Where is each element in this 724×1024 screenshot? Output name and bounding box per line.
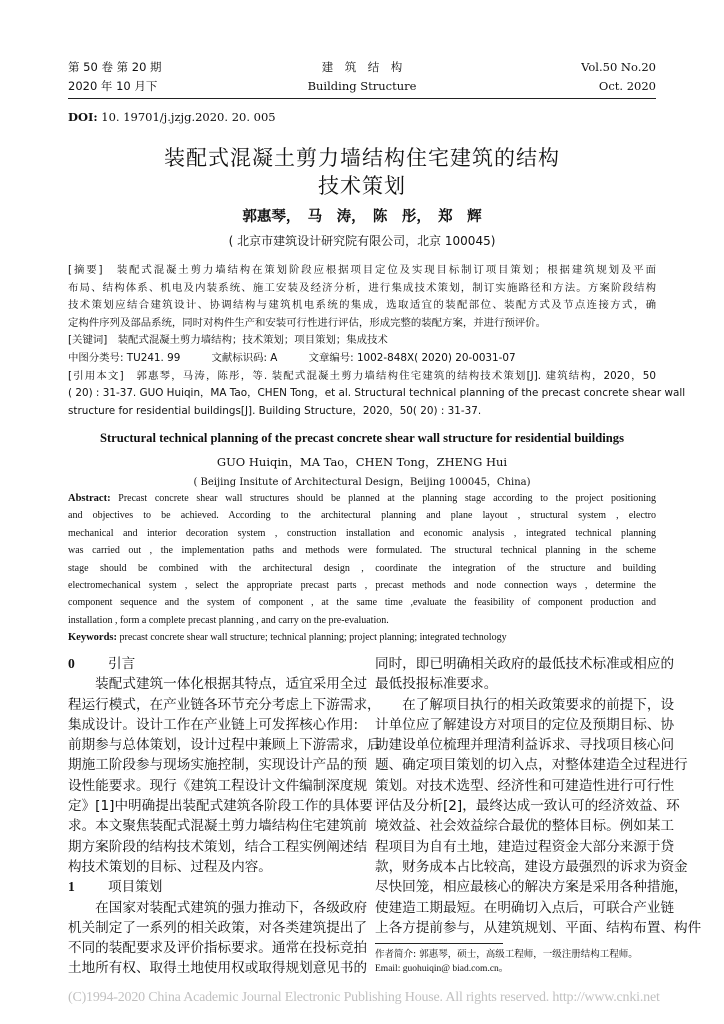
abstract-line: 中图分类号: TU241. 99 文献标识码: A 文章编号: 1002-848X( 2020) 20-0031-07	[68, 351, 516, 364]
body-line: 题、确定项目策划的切入点，对整体建造全过程进行	[375, 757, 688, 774]
english-title: Structural technical planning of the precast concrete shear wall structure for residential buildings	[99, 431, 625, 445]
section-number: 0	[68, 656, 75, 671]
title-line-2: 技术策划	[318, 174, 406, 198]
abstract-text: Precast concrete shear wall structures should be planned at the planning stage according to the project positioning	[118, 493, 657, 504]
copyright-watermark: (C)1994-2020 China Academic Journal Electronic Publishing House. All rights reserved. http://www.cnki.net	[68, 990, 660, 1005]
chinese-abstract	[68, 262, 686, 420]
date-en: Oct. 2020	[598, 79, 656, 93]
abstract-line: was carried out , the implementation paths and methods were formulated. The structural technical planning in the scheme	[68, 545, 656, 557]
body-line: 在国家对装配式建筑的强力推动下，各级政府	[68, 899, 368, 916]
abstract-line: stage should be combined with the architectural design , coordinate the integration of the structure and building	[68, 562, 656, 574]
english-keywords	[68, 632, 507, 643]
body-line: 机关制定了一系列的相关政策，对各类建筑提出了	[68, 919, 368, 936]
body-line: 求。本文聚焦装配式混凝土剪力墙结构住宅建筑前	[68, 818, 368, 835]
body-line: 策划。对技术选型、经济性和可建造性进行可行性	[375, 777, 675, 794]
author-footnote	[375, 947, 638, 977]
section-heading	[68, 877, 346, 897]
body-line: 集成设计。设计工作在产业链上可发挥核心作用:	[68, 716, 359, 733]
header-rule	[68, 98, 656, 99]
author-bio: 作者简介: 郭惠琴，硕士，高级工程师，一级注册结构工程师。	[375, 949, 638, 960]
volume-info-en	[581, 58, 656, 96]
section-number: 1	[68, 879, 75, 895]
body-line: 设性能要求。现行《建筑工程设计文件编制深度规	[68, 777, 368, 794]
body-line: 程运行模式，在产业链各环节充分考虑上下游需求，	[68, 696, 381, 713]
issue-info	[68, 58, 162, 96]
volume-en: Vol.50 No.20	[581, 60, 656, 74]
body-line: 计单位应了解建设方对项目的定位及预期目标、协	[375, 716, 675, 733]
body-line: 定》[1]中明确提出装配式建筑各阶段工作的具体要	[68, 798, 373, 815]
abstract-line: structure for residential buildings[J]. Building Structure，2020，50( 20) : 31-37.	[68, 404, 482, 417]
abstract-line: electromechanical system , select the appropriate precast parts , precast methods and node connection ways , determine the	[68, 580, 656, 592]
body-line: 同时，即已明确相关政府的最低技术标准或相应的	[375, 656, 675, 672]
right-column	[375, 654, 702, 938]
abstract-line: [引用本文] 郭惠琴，马涛，陈彤，等. 装配式混凝土剪力墙结构住宅建筑的结构技术策划[J]. 建筑结构，2020，50	[68, 369, 656, 382]
english-affiliation: ( Beijing Insitute of Architectural Design，Beijing 100045，China)	[193, 477, 531, 488]
abstract-label: Abstract:	[68, 493, 111, 504]
section-title: 项目策划	[108, 879, 163, 896]
footnote-rule	[375, 943, 503, 944]
body-line: 构技术策划的目标、过程及内容。	[68, 858, 272, 875]
keywords-value: precast concrete shear wall structure; technical planning; project planning; integrated technology	[119, 632, 507, 643]
authors: 郭惠琴， 马 涛， 陈 彤， 郑 辉	[242, 209, 482, 225]
body-line: 期方案阶段的结构技术策划，结合工程实例阐述结	[68, 838, 368, 855]
section-title: 引言	[108, 656, 136, 672]
section-heading	[68, 654, 346, 674]
body-line: 尽快回笼，相应最核心的解决方案是采用各种措施，	[375, 879, 688, 896]
issue-date: 2020 年 10 月下	[68, 79, 158, 93]
abstract-line: 定构件序列及部品系统，同时对构件生产和安装可行性进行评估，形成完整的装配方案，并进行预评价。	[68, 316, 546, 329]
abstract-line: 布局、结构体系、机电及内装系统、施工安装及经济分析，进行集成技术策划，制订实施路径和方法。方案阶段结构	[68, 281, 656, 294]
body-line: 境效益、社会效益综合最优的整体目标。例如某工	[375, 818, 675, 835]
doi-label: DOI:	[68, 110, 98, 124]
keywords-label: Keywords:	[68, 632, 117, 643]
left-column	[68, 654, 381, 979]
title-line-1: 装配式混凝土剪力墙结构住宅建筑的结构	[164, 146, 560, 170]
body-line: 期施工阶段参与现场实施控制，实现设计产品的预	[68, 757, 368, 774]
body-line: 款，财务成本占比较高，建设方最强烈的诉求为资金	[375, 858, 688, 875]
body-line: 土地所有权、取得土地使用权或取得规划意见书的	[68, 960, 368, 977]
doi-value: 10. 19701/j.jzjg.2020. 20. 005	[101, 110, 276, 124]
abstract-line: [摘要] 装配式混凝土剪力墙结构在策划阶段应根据项目定位及实现目标制订项目策划；根据建筑规划及平面	[68, 264, 656, 276]
body-line: 上各方提前参与，从建筑规划、平面、结构布置、构件	[375, 919, 702, 936]
abstract-line: and objectives to be achieved. According to the architectural planning and plane layout , structural system , electro	[68, 510, 656, 522]
body-line: 程项目为自有土地，建造过程资金大部分来源于贷	[375, 838, 675, 855]
abstract-line: ( 20) : 31-37. GUO Huiqin，MA Tao，CHEN Tong，et al. Structural technical planning of the precast concrete shear wall	[68, 387, 686, 400]
doi	[68, 110, 276, 124]
page-title	[0, 144, 724, 200]
english-abstract	[68, 490, 656, 629]
body-line: 装配式建筑一体化根据其特点，适宜采用全过	[68, 676, 368, 693]
abstract-line: installation , form a complete precast planning , and carry on the pre-evaluation.	[68, 614, 389, 626]
body-line: 最低投报标准要求。	[375, 676, 498, 693]
body-line: 评估及分析[2]，最终达成一致认可的经济效益、环	[375, 798, 680, 815]
body-line: 在了解项目执行的相关政策要求的前提下，设	[375, 696, 675, 713]
journal-name-cn: 建 筑 结 构	[321, 60, 403, 74]
journal-name-en: Building Structure	[307, 79, 417, 93]
abstract-line: component sequence and the system of component , at the same time ,evaluate the feasibility of component production and	[68, 597, 656, 609]
volume-issue: 第 50 卷 第 20 期	[68, 60, 162, 74]
journal-name	[262, 58, 462, 96]
body-line: 使建造工期最短。在明确切入点后，可联合产业链	[375, 899, 675, 916]
affiliation: ( 北京市建筑设计研究院有限公司，北京 100045)	[228, 234, 496, 248]
body-line: 助建设单位梳理并理清利益诉求、寻找项目核心问	[375, 737, 675, 754]
body-line: 不同的装配要求及评价指标要求。通常在投标竞拍	[68, 940, 368, 957]
abstract-line: 技术策划应结合建筑设计、协调结构与建筑机电系统的集成，选取适宜的装配部位、装配方式及节点连接方式，确	[68, 299, 656, 312]
english-authors: GUO Huiqin，MA Tao，CHEN Tong，ZHENG Hui	[216, 455, 508, 469]
abstract-line	[68, 490, 656, 507]
abstract-line: [关键词] 装配式混凝土剪力墙结构；技术策划；项目策划；集成技术	[68, 334, 388, 347]
abstract-line: mechanical and interior decoration system , construction installation and economic analysis , integrated technical planning	[68, 527, 656, 539]
body-line: 前期参与总体策划，设计过程中兼顾上下游需求，后	[68, 737, 381, 754]
author-email: Email: guohuiqin@ biad.com.cn。	[375, 964, 509, 974]
